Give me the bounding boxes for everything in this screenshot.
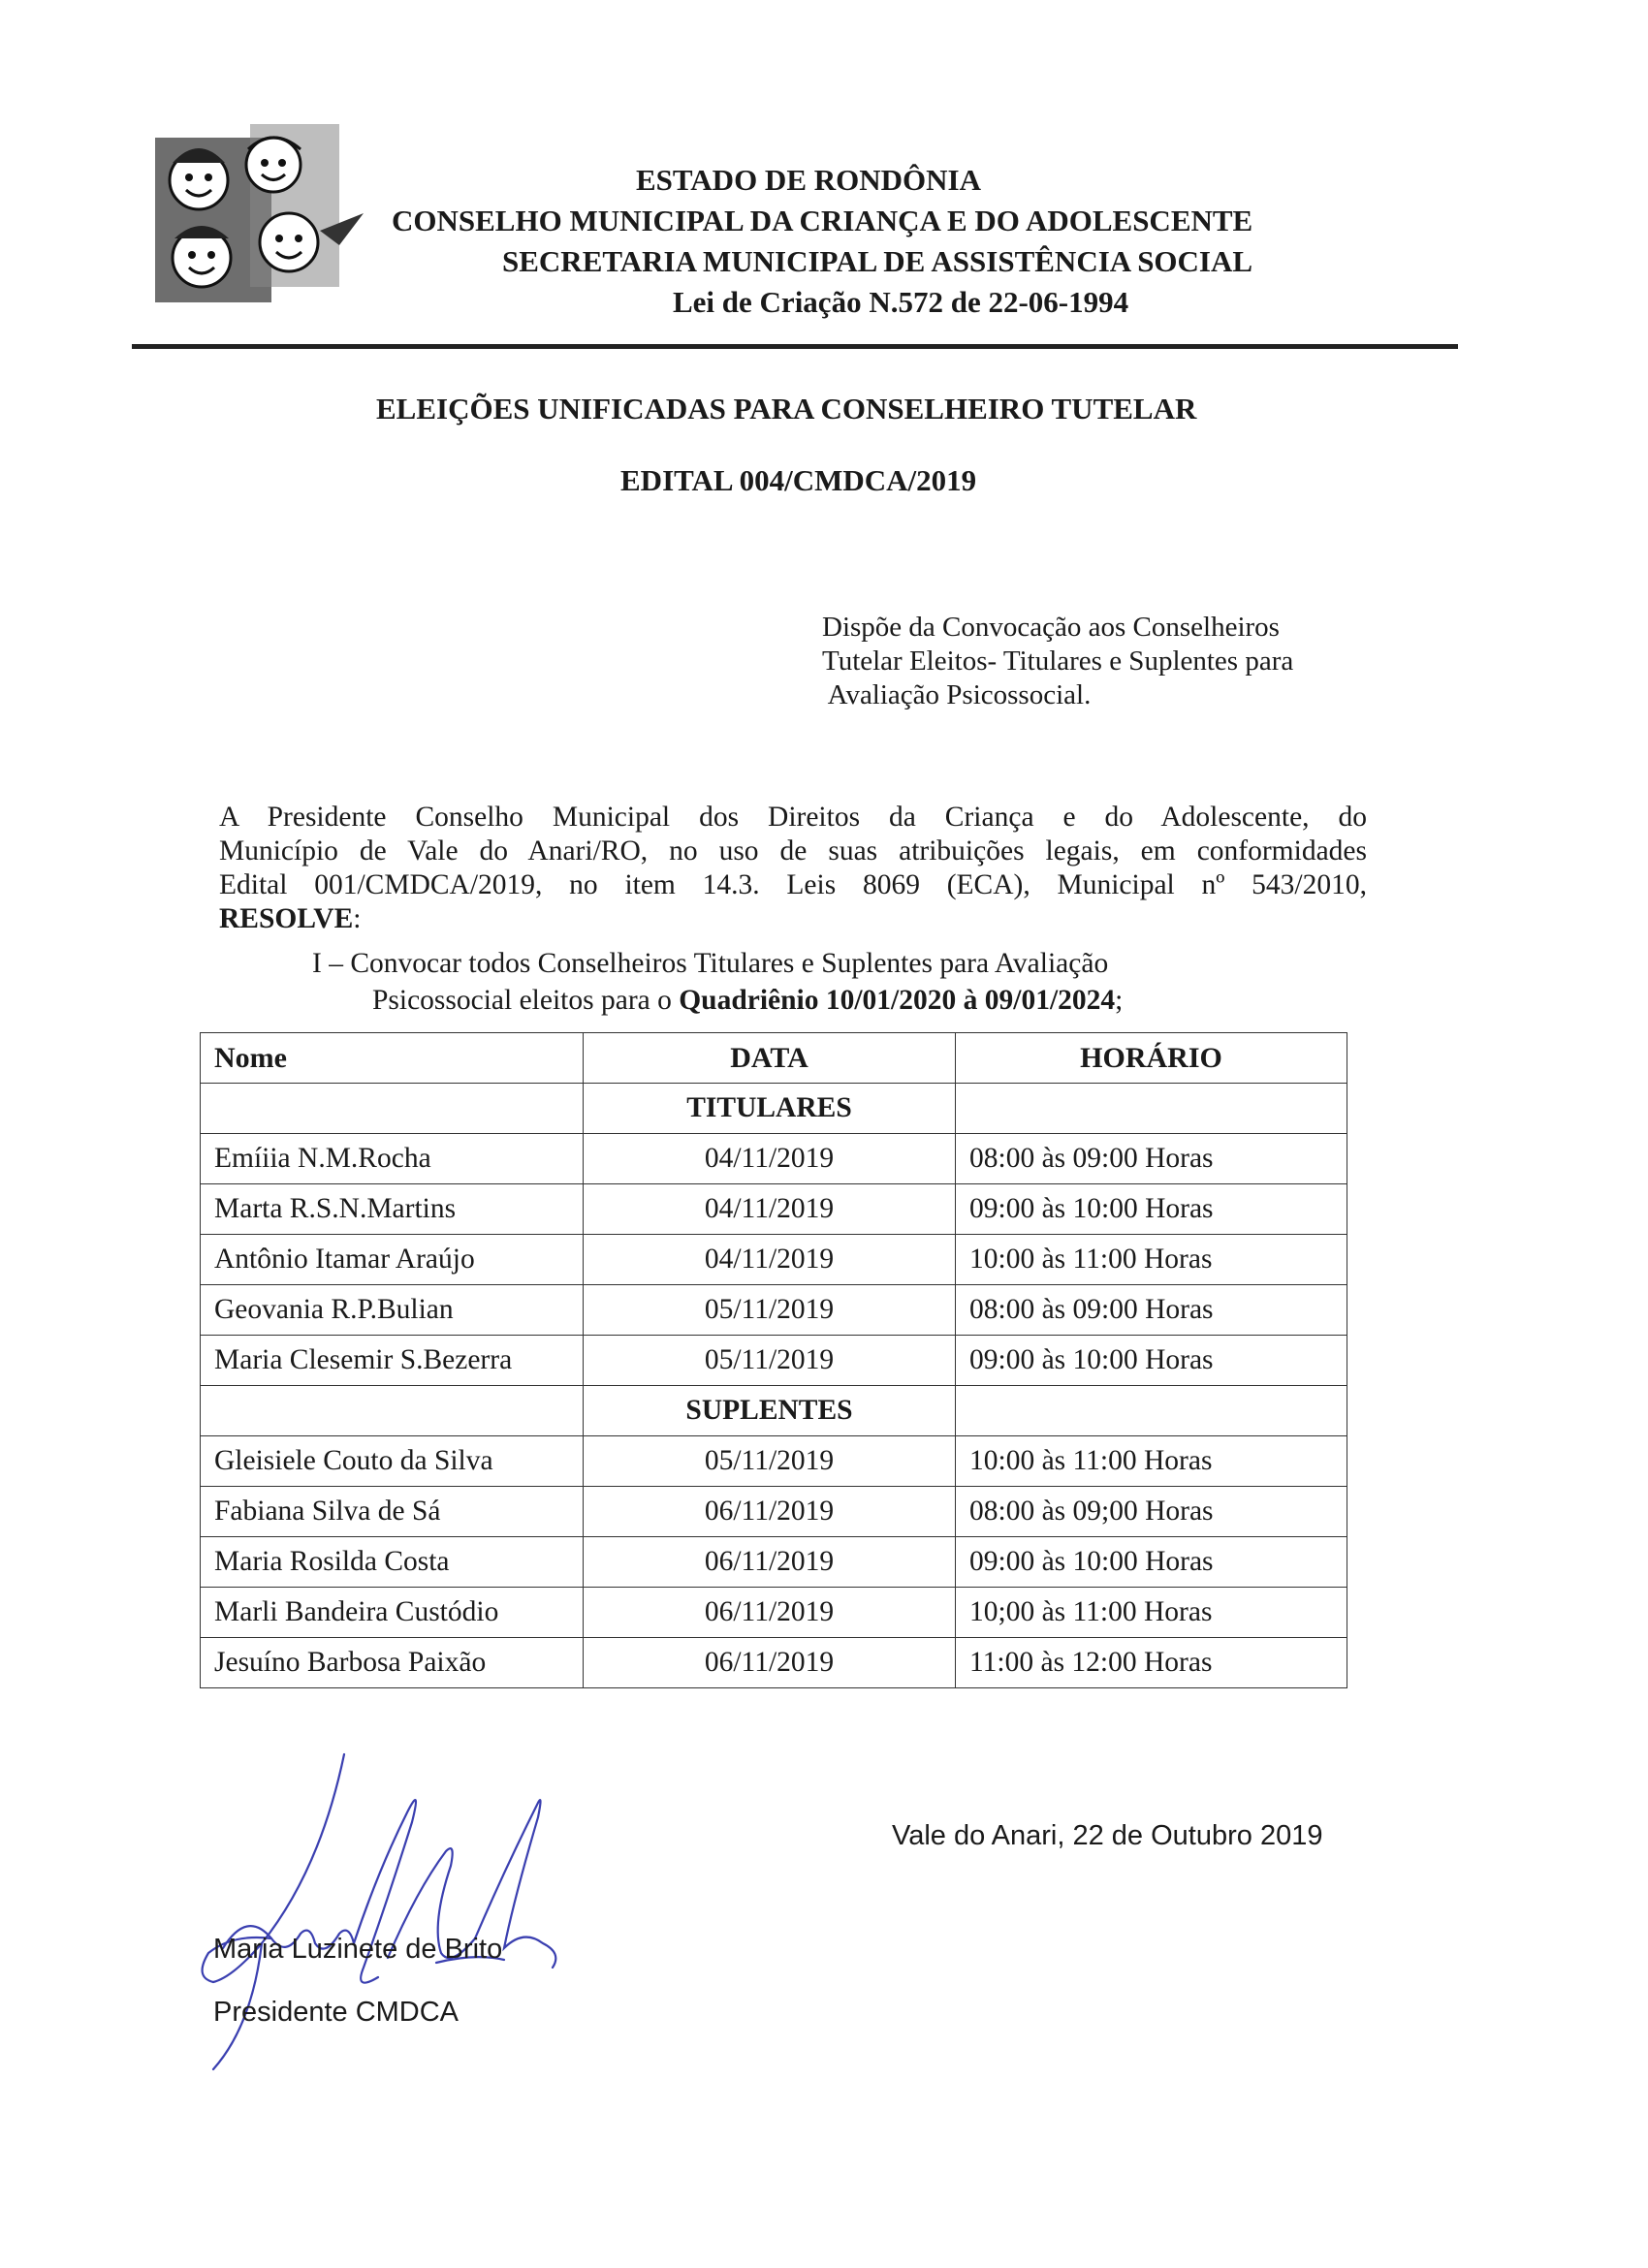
- row-date: 04/11/2019: [584, 1235, 956, 1285]
- header-council: CONSELHO MUNICIPAL DA CRIANÇA E DO ADOLESCENTE: [392, 204, 1253, 237]
- row-date: 06/11/2019: [584, 1588, 956, 1638]
- row-hour: 08:00 às 09:00 Horas: [956, 1285, 1347, 1336]
- row-hour: 09:00 às 10:00 Horas: [956, 1184, 1347, 1235]
- table-row: [201, 1588, 1347, 1638]
- column-header-hour: HORÁRIO: [956, 1033, 1347, 1084]
- ementa: [822, 611, 1404, 712]
- group-empty-cell: [956, 1386, 1347, 1436]
- table-header-row: [201, 1033, 1347, 1084]
- row-name: Maria Rosilda Costa: [201, 1537, 584, 1588]
- table-row: [201, 1487, 1347, 1537]
- table-row: [201, 1537, 1347, 1588]
- group-row-suplentes: [201, 1386, 1347, 1436]
- table-row: [201, 1638, 1347, 1688]
- preamble-paragraph: [219, 801, 1367, 936]
- column-header-date: DATA: [584, 1033, 956, 1084]
- row-hour: 11:00 às 12:00 Horas: [956, 1638, 1347, 1688]
- group-row-titulares: [201, 1084, 1347, 1134]
- row-date: 06/11/2019: [584, 1537, 956, 1588]
- signer-name: Maria Luzinete de Brito: [213, 1934, 503, 1965]
- resolve-colon: :: [353, 903, 362, 934]
- row-date: 06/11/2019: [584, 1638, 956, 1688]
- row-hour: 08:00 às 09:00 Horas: [956, 1134, 1347, 1184]
- table-row: [201, 1184, 1347, 1235]
- resolve-keyword: RESOLVE: [219, 903, 354, 934]
- item-one-prefix: Psicossocial eleitos para o: [372, 985, 680, 1016]
- table-row: [201, 1285, 1347, 1336]
- row-name: Marta R.S.N.Martins: [201, 1184, 584, 1235]
- table-row: [201, 1436, 1347, 1487]
- row-name: Gleisiele Couto da Silva: [201, 1436, 584, 1487]
- row-date: 05/11/2019: [584, 1285, 956, 1336]
- row-name: Marli Bandeira Custódio: [201, 1588, 584, 1638]
- item-one-line2: [372, 985, 1123, 1017]
- group-empty-cell: [201, 1386, 584, 1436]
- row-date: 04/11/2019: [584, 1134, 956, 1184]
- column-header-name: Nome: [201, 1033, 584, 1084]
- row-date: 05/11/2019: [584, 1336, 956, 1386]
- row-hour: 10:00 às 11:00 Horas: [956, 1235, 1347, 1285]
- row-date: 05/11/2019: [584, 1436, 956, 1487]
- schedule-table: [200, 1032, 1347, 1688]
- group-empty-cell: [201, 1084, 584, 1134]
- row-date: 04/11/2019: [584, 1184, 956, 1235]
- row-name: Maria Clesemir S.Bezerra: [201, 1336, 584, 1386]
- header-divider: [132, 344, 1458, 349]
- ementa-line: Avaliação Psicossocial.: [822, 679, 1092, 710]
- header-law: Lei de Criação N.572 de 22-06-1994: [673, 285, 1129, 319]
- preamble-line: Edital 001/CMDCA/2019, no item 14.3. Leis 8069 (ECA), Municipal nº 543/2010,: [219, 869, 1367, 900]
- children-faces-logo: [155, 124, 368, 308]
- item-one-suffix: ;: [1115, 985, 1124, 1016]
- header-state: ESTADO DE RONDÔNIA: [636, 163, 981, 197]
- ementa-line: Tutelar Eleitos- Titulares e Suplentes para: [822, 646, 1294, 677]
- row-name: Emíiia N.M.Rocha: [201, 1134, 584, 1184]
- item-one-line1: I – Convocar todos Conselheiros Titulares e Suplentes para Avaliação: [312, 948, 1109, 979]
- table-row: [201, 1134, 1347, 1184]
- preamble-line: A Presidente Conselho Municipal dos Direitos da Criança e do Adolescente, do: [219, 802, 1367, 833]
- row-hour: 10;00 às 11:00 Horas: [956, 1588, 1347, 1638]
- signer-role: Presidente CMDCA: [213, 1997, 460, 2028]
- document-title: ELEIÇÕES UNIFICADAS PARA CONSELHEIRO TUTELAR: [376, 392, 1197, 425]
- group-label-suplentes: SUPLENTES: [584, 1386, 956, 1436]
- row-hour: 09:00 às 10:00 Horas: [956, 1537, 1347, 1588]
- group-empty-cell: [956, 1084, 1347, 1134]
- quadrennium-period: Quadriênio 10/01/2020 à 09/01/2024: [679, 985, 1116, 1016]
- row-name: Antônio Itamar Araújo: [201, 1235, 584, 1285]
- row-name: Jesuíno Barbosa Paixão: [201, 1638, 584, 1688]
- edital-number: EDITAL 004/CMDCA/2019: [620, 463, 977, 497]
- header-secretariat: SECRETARIA MUNICIPAL DE ASSISTÊNCIA SOCIAL: [502, 244, 1253, 278]
- row-hour: 09:00 às 10:00 Horas: [956, 1336, 1347, 1386]
- row-date: 06/11/2019: [584, 1487, 956, 1537]
- preamble-line: Município de Vale do Anari/RO, no uso de suas atribuições legais, em conformidades: [219, 835, 1367, 866]
- row-hour: 10:00 às 11:00 Horas: [956, 1436, 1347, 1487]
- row-name: Fabiana Silva de Sá: [201, 1487, 584, 1537]
- row-hour: 08:00 às 09;00 Horas: [956, 1487, 1347, 1537]
- group-label-titulares: TITULARES: [584, 1084, 956, 1134]
- table-row: [201, 1336, 1347, 1386]
- ementa-line: Dispõe da Convocação aos Conselheiros: [822, 612, 1280, 643]
- table-row: [201, 1235, 1347, 1285]
- resolve-line: [219, 902, 1367, 936]
- row-name: Geovania R.P.Bulian: [201, 1285, 584, 1336]
- place-and-date: Vale do Anari, 22 de Outubro 2019: [892, 1820, 1323, 1851]
